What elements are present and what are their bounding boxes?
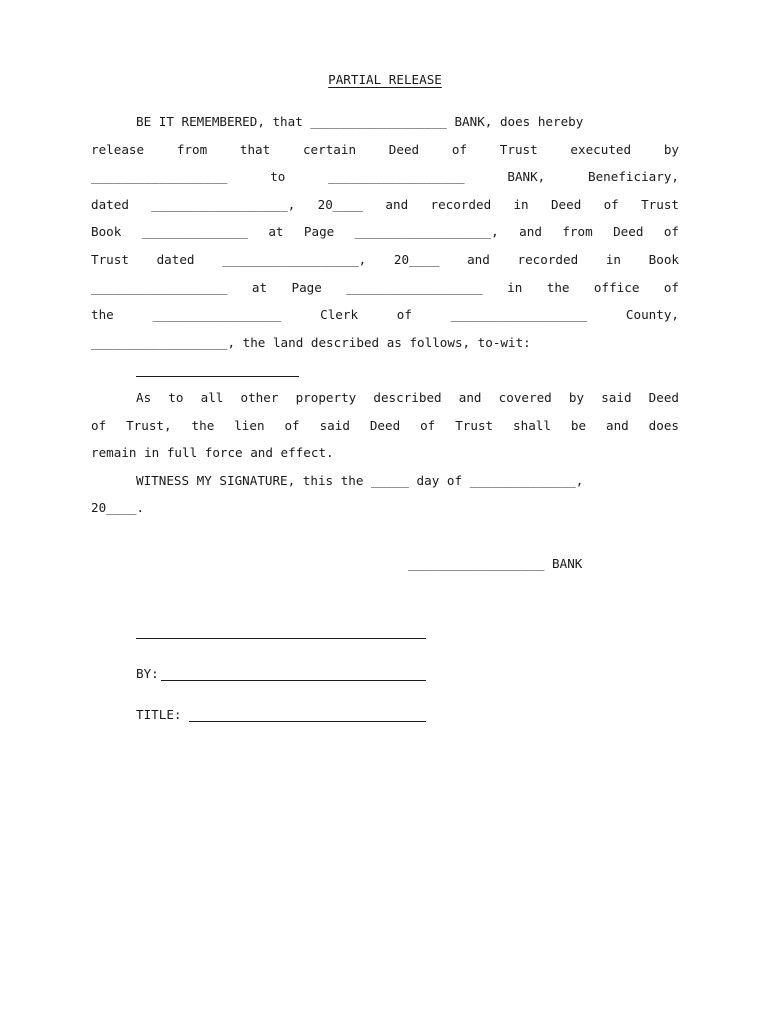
- title-signature-line: [189, 721, 426, 722]
- paragraph-line: Book ______________ at Page __________________, and from Deed of: [91, 224, 679, 239]
- paragraph-line: of Trust, the lien of said Deed of Trust shall be and does: [91, 418, 679, 433]
- paragraph-line: the _________________ Clerk of __________________ County,: [91, 307, 679, 322]
- paragraph-line: __________________ to __________________ BANK, Beneficiary,: [91, 169, 679, 184]
- paragraph-line: As to all other property described and covered by said Deed: [136, 390, 679, 405]
- paragraph-line: BE IT REMEMBERED, that __________________ BANK, does hereby: [136, 114, 584, 129]
- paragraph-line: __________________, the land described as follows, to-wit:: [91, 335, 531, 350]
- by-signature-line: [161, 680, 426, 681]
- paragraph-line: Trust dated __________________, 20____ and recorded in Book: [91, 252, 679, 267]
- paragraph-line: WITNESS MY SIGNATURE, this the _____ day of ______________,: [136, 473, 584, 488]
- title-label: TITLE:: [136, 707, 182, 722]
- by-label: BY:: [136, 666, 159, 681]
- paragraph-line: dated __________________, 20____ and recorded in Deed of Trust: [91, 197, 679, 212]
- paragraph-line: release from that certain Deed of Trust executed by: [91, 142, 679, 157]
- signature-line: [136, 638, 426, 639]
- bank-name-line: __________________ BANK: [408, 556, 583, 571]
- document-title: PARTIAL RELEASE: [328, 72, 442, 87]
- paragraph-line: remain in full force and effect.: [91, 445, 334, 460]
- paragraph-line: 20____.: [91, 500, 145, 515]
- paragraph-line: __________________ at Page __________________ in the office of: [91, 280, 679, 295]
- property-description-blank: [136, 376, 299, 377]
